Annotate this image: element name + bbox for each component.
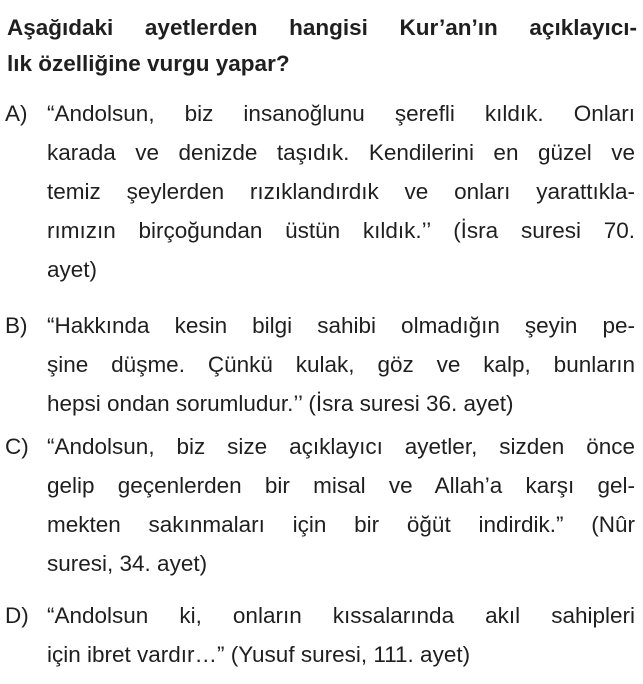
option-line: gelip geçenlerden bir misal ve Allah’a karşı gel-	[47, 473, 635, 498]
option-text	[47, 94, 635, 289]
option-text	[47, 427, 635, 583]
option-letter: C)	[5, 434, 29, 459]
option-line: “Hakkında kesin bilgi sahibi olmadığın şeyin pe-	[47, 313, 635, 338]
option-line: şine düşme. Çünkü kulak, göz ve kalp, bunların	[47, 352, 635, 377]
option-line: rımızın birçoğundan üstün kıldık.’’ (İsra suresi 70.	[47, 218, 635, 243]
option-line: temiz şeylerden rızıklandırdık ve onları yarattıkla-	[47, 179, 635, 204]
question-stem	[7, 10, 637, 82]
option-line: için ibret vardır…” (Yusuf suresi, 111. ayet)	[47, 642, 471, 667]
option-text	[47, 596, 635, 674]
option-letter: A)	[5, 101, 28, 126]
option-letter: D)	[5, 603, 29, 628]
option-line: “Andolsun, biz size açıklayıcı ayetler, sizden önce	[47, 434, 635, 459]
option-line: “Andolsun ki, onların kıssalarında akıl sahipleri	[47, 603, 635, 628]
question-line: lık özelliğine vurgu yapar?	[7, 51, 290, 76]
option-b[interactable]	[5, 306, 635, 423]
option-letter: B)	[5, 313, 28, 338]
option-line: suresi, 34. ayet)	[47, 551, 208, 576]
option-line: mekten sakınmaları için bir öğüt indirdik.” (Nûr	[47, 512, 635, 537]
option-line: “Andolsun, biz insanoğlunu şerefli kıldık. Onları	[47, 101, 635, 126]
option-line: ayet)	[47, 257, 98, 282]
question-line: Aşağıdaki ayetlerden hangisi Kur’an’ın açıklayıcı-	[7, 15, 637, 40]
option-d[interactable]	[5, 596, 635, 674]
option-a[interactable]	[5, 94, 635, 289]
option-line: karada ve denizde taşıdık. Kendilerini en güzel ve	[47, 140, 635, 165]
option-text	[47, 306, 635, 423]
option-c[interactable]	[5, 427, 635, 583]
option-line: hepsi ondan sorumludur.’’ (İsra suresi 36. ayet)	[47, 391, 514, 416]
